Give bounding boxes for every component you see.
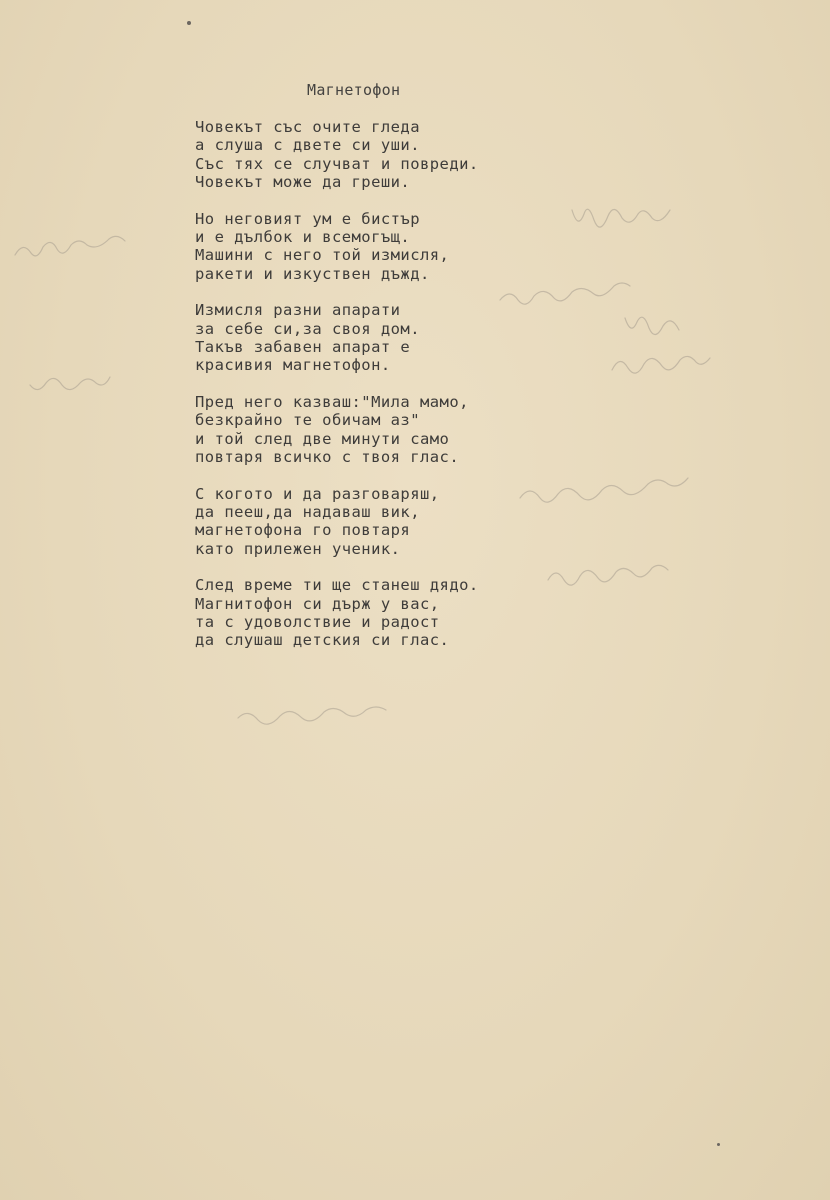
poem-line: Магнитофон си държ у вас, [195, 594, 440, 613]
poem-line: С когото и да разговаряш, [195, 484, 440, 503]
pencil-scribble [548, 565, 668, 585]
poem-line: Такъв забавен апарат е [195, 338, 411, 357]
poem-line: красивия магнетофон. [195, 356, 391, 375]
pencil-scribble [30, 377, 110, 390]
pencil-scribble [520, 478, 688, 502]
poem-line: Човекът може да греши. [195, 173, 411, 192]
poem-line: Със тях се случват и повреди. [195, 154, 479, 173]
pencil-scribble [612, 356, 710, 373]
poem-title: Магнетофон [307, 81, 401, 99]
pencil-scribble [238, 707, 386, 724]
pencil-scribble [500, 283, 630, 304]
poem-line: а слуша с двете си уши. [195, 136, 420, 155]
poem-line: Измисля разни апарати [195, 301, 401, 320]
poem-line: да пееш,да надаваш вик, [195, 502, 420, 521]
poem-line: и е дълбок и всемогъщ. [195, 228, 411, 247]
poem-line: повтаря всичко с твоя глас. [195, 448, 460, 467]
poem-line: Но неговият ум е бистър [195, 209, 420, 228]
poem-line: и той след две минути само [195, 429, 450, 448]
poem-line: Пред него казваш:"Мила мамо, [195, 392, 469, 411]
pencil-scribble [625, 317, 679, 334]
poem-line: безкрайно те обичам аз" [195, 411, 420, 430]
poem-line: за себе си,за своя дом. [195, 319, 420, 338]
poem-line: да слушаш детския си глас. [195, 631, 450, 650]
pencil-scribble [15, 236, 125, 255]
poem-line: магнетофона го повтаря [195, 521, 411, 540]
poem-line: Човекът със очите гледа [195, 118, 420, 136]
poem-line: След време ти ще станеш дядо. [195, 576, 479, 595]
pencil-scribble [572, 209, 670, 227]
poem-line: Машини с него той измисля, [195, 246, 450, 265]
poem-line: като прилежен ученик. [195, 539, 401, 558]
poem-line: ракети и изкуствен дъжд. [195, 264, 430, 283]
poem-line: та с удоволствие и радост [195, 612, 440, 631]
